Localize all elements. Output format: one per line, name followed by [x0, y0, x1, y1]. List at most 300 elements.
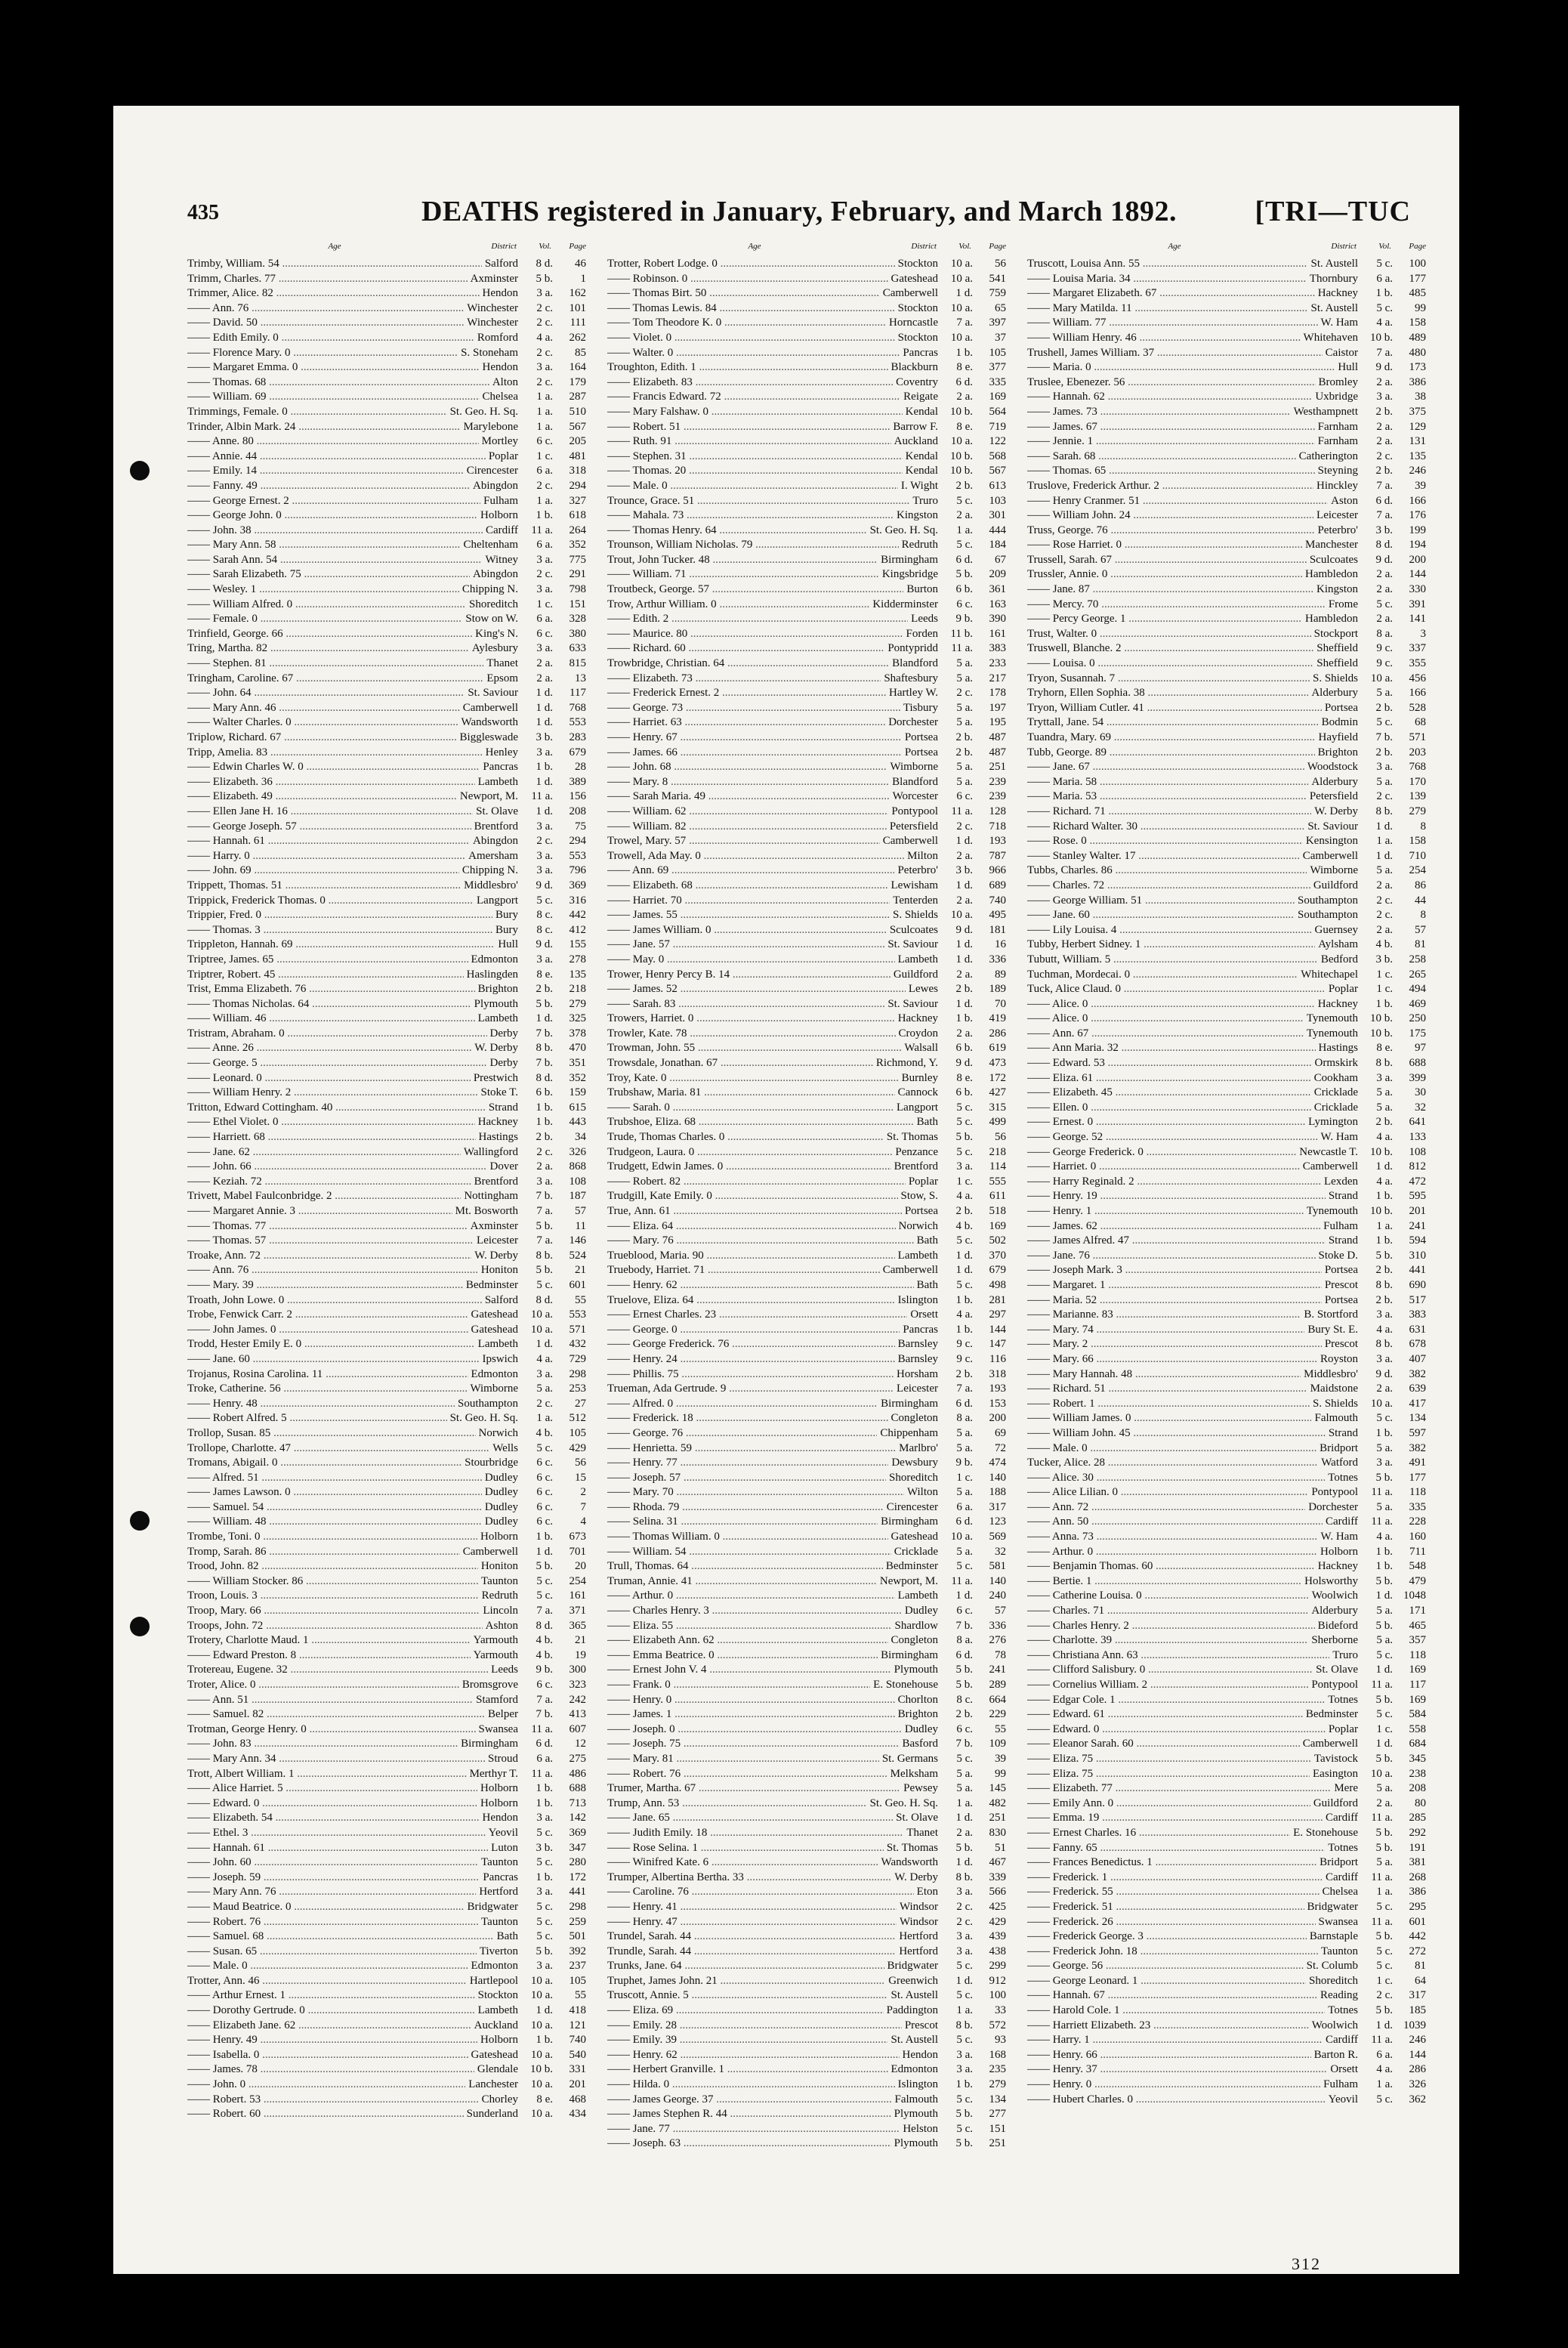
entry-page: 20 [575, 1560, 586, 1573]
entry-page: 382 [1409, 1441, 1426, 1454]
entry-page: 355 [1409, 657, 1426, 670]
register-entry [187, 1988, 586, 2004]
entry-volume: 10 a. [530, 1308, 553, 1321]
entry-volume: 3 a. [536, 642, 553, 655]
entry-name: —— Alfred. 0 ..... [607, 1397, 878, 1412]
entry-district: Woolwich [1309, 2019, 1358, 2034]
entry-name: —— Anne. 80 ..... [187, 434, 479, 450]
entry-volume: 11 a. [531, 790, 553, 803]
entry-name: —— Henry. 66 ..... [1027, 2048, 1311, 2063]
entry-page: 217 [989, 672, 1006, 684]
entry-district: Windsor [897, 1900, 938, 1915]
entry-page: 161 [989, 627, 1006, 640]
entry-district: Brighton [895, 1707, 938, 1722]
register-entry [607, 1515, 1006, 1530]
entry-district: Aylesbury [469, 641, 518, 657]
register-entry [187, 1027, 586, 1042]
entry-district: Maidstone [1307, 1382, 1358, 1397]
entry-district: Wilton [904, 1485, 938, 1500]
register-entry [1027, 2062, 1426, 2078]
entry-volume: 8 c. [536, 909, 553, 922]
entry-name: —— Mary. 70 ..... [607, 1485, 904, 1500]
entry-district: St. Thomas [884, 1130, 938, 1145]
page-title: DEATHS registered in January, February, and March 1892. [421, 196, 1178, 227]
register-entry [1027, 672, 1426, 687]
entry-district: Birmingham [458, 1737, 518, 1752]
entry-district: W. Derby [471, 1249, 518, 1264]
entry-volume: 5 b. [1375, 1619, 1393, 1632]
entry-district: Shardlow [892, 1619, 939, 1634]
register-entry [607, 1678, 1006, 1693]
register-entry [187, 834, 586, 849]
entry-district: Alderbury [1308, 686, 1358, 701]
entry-volume: 1 c. [1376, 1722, 1393, 1735]
register-entry [187, 1101, 586, 1116]
entry-volume: 5 c. [956, 1960, 973, 1973]
entry-name: —— Harriett. 68 ..... [187, 1130, 476, 1145]
entry-volume: 1 b. [1375, 1190, 1393, 1203]
entry-page: 317 [1409, 1989, 1426, 2002]
entry-page: 78 [995, 1648, 1006, 1661]
entry-volume: 5 c. [956, 2034, 973, 2047]
entry-page: 337 [1409, 642, 1426, 655]
entry-district: Hull [495, 938, 518, 953]
entry-page: 197 [989, 701, 1006, 714]
entry-volume: 5 c. [1376, 258, 1393, 270]
entry-page: 336 [989, 1619, 1006, 1632]
entry-volume: 1 b. [536, 761, 553, 774]
entry-page: 456 [1409, 672, 1426, 684]
entry-name: Trivett, Mabel Faulconbridge. 2 ..... [187, 1189, 461, 1204]
register-entry [607, 864, 1006, 879]
entry-district: Holborn [477, 1797, 518, 1812]
register-entry [607, 1722, 1006, 1738]
entry-volume: 11 a. [531, 524, 553, 536]
register-entry [607, 1086, 1006, 1101]
entry-volume: 6 d. [955, 375, 973, 388]
entry-district: Aylsham [1315, 938, 1358, 953]
register-entry [187, 641, 586, 657]
register-entry [607, 834, 1006, 849]
entry-district: Cardiff [483, 524, 518, 539]
entry-district: Pontypool [888, 805, 938, 820]
entry-volume: 3 a. [536, 953, 553, 965]
entry-page: 33 [995, 2004, 1006, 2017]
entry-volume: 5 c. [956, 1278, 973, 1291]
entry-name: —— Henry. 37 ..... [1027, 2062, 1327, 2078]
entry-page: 501 [569, 1930, 586, 1943]
register-entry [607, 257, 1006, 272]
register-entry [607, 1559, 1006, 1574]
entry-district: Cardiff [1323, 1871, 1358, 1886]
entry-page: 158 [1409, 835, 1426, 848]
entry-page: 279 [1409, 805, 1426, 817]
entry-name: —— Female. 0 ..... [187, 612, 462, 627]
register-entry [1027, 479, 1426, 494]
entry-volume: 8 b. [1375, 1278, 1393, 1291]
register-entry [607, 701, 1006, 716]
entry-volume: 7 b. [536, 1057, 553, 1070]
register-entry [1027, 953, 1426, 968]
entry-district: St. Geo. H. Sq. [447, 1411, 518, 1426]
entry-page: 498 [989, 1278, 1006, 1291]
entry-district: Cricklade [891, 1545, 938, 1560]
entry-name: —— Alice. 30 ..... [1027, 1471, 1325, 1486]
entry-district: Westhampnett [1291, 405, 1358, 420]
register-entry [1027, 789, 1426, 805]
entry-page: 482 [989, 1797, 1006, 1809]
register-entry [1027, 834, 1426, 849]
register-entry [1027, 1633, 1426, 1648]
register-entry [1027, 1900, 1426, 1915]
entry-district: Prestwich [471, 1071, 518, 1086]
register-entry [607, 1456, 1006, 1471]
entry-page: 868 [569, 1160, 586, 1173]
entry-district: Hayfield [1316, 731, 1358, 746]
entry-name: —— Maud Beatrice. 0 ..... [187, 1900, 465, 1915]
entry-name: —— Edith. 2 ..... [607, 612, 908, 627]
entry-name: Trimmer, Alice. 82 ..... [187, 286, 480, 301]
entry-volume: 3 b. [1375, 953, 1393, 965]
entry-volume: 3 a. [1376, 1308, 1393, 1321]
entry-volume: 5 c. [1376, 301, 1393, 314]
entry-name: —— Elizabeth. 49 ..... [187, 789, 457, 805]
entry-page: 597 [1409, 1426, 1426, 1439]
entry-district: Lambeth [475, 1012, 518, 1027]
entry-page: 103 [989, 494, 1006, 507]
entry-volume: 5 b. [955, 1679, 973, 1691]
entry-volume: 5 a. [1376, 864, 1393, 877]
entry-name: —— Harry. 0 ..... [187, 849, 465, 864]
entry-district: Leeds [908, 612, 938, 627]
entry-volume: 1 b. [1375, 1426, 1393, 1439]
entry-volume: 7 b. [536, 1708, 553, 1721]
entry-volume: 6 d. [955, 553, 973, 566]
entry-district: Plymouth [891, 2136, 938, 2152]
entry-volume: 8 d. [536, 1293, 553, 1306]
entry-name: Troake, Ann. 72 ..... [187, 1249, 471, 1264]
entry-page: 209 [989, 568, 1006, 581]
entry-name: Truscott, Annie. 5 ..... [607, 1988, 887, 2004]
entry-page: 27 [575, 1397, 586, 1410]
entry-page: 275 [569, 1752, 586, 1765]
register-entry [607, 1101, 1006, 1116]
register-entry [187, 1574, 586, 1590]
entry-page: 684 [1409, 1738, 1426, 1750]
entry-district: W. Derby [891, 1871, 938, 1886]
entry-volume: 2 a. [956, 509, 973, 522]
entry-page: 701 [569, 1545, 586, 1558]
entry-page: 294 [569, 479, 586, 492]
entry-district: Swansea [1316, 1915, 1359, 1930]
entry-name: —— Edward. 0 ..... [1027, 1722, 1326, 1738]
entry-district: Dudley [482, 1471, 518, 1486]
entry-volume: 6 c. [536, 1679, 553, 1691]
entry-district: St. Columb [1304, 1959, 1358, 1974]
entry-district: Sherborne [1308, 1633, 1358, 1648]
register-entry [1027, 701, 1426, 716]
entry-district: Ashton [483, 1619, 518, 1634]
register-entry [1027, 715, 1426, 731]
entry-volume: 5 c. [1376, 1648, 1393, 1661]
entry-name: —— Joseph. 57 ..... [607, 1471, 886, 1486]
entry-district: Portsea [902, 1204, 938, 1219]
entry-volume: 1 b. [536, 1871, 553, 1883]
entry-page: 399 [1409, 1071, 1426, 1084]
entry-volume: 7 a. [1376, 479, 1393, 492]
entry-district: Chipping N. [459, 864, 518, 879]
entry-page: 281 [989, 1293, 1006, 1306]
entry-district: St. Germans [879, 1752, 938, 1767]
entry-name: —— Eliza. 75 ..... [1027, 1767, 1310, 1782]
register-entry [187, 1885, 586, 1900]
entry-name: —— Eliza. 75 ..... [1027, 1752, 1311, 1767]
entry-page: 254 [1409, 864, 1426, 877]
entry-district: Frome [1326, 598, 1358, 613]
entry-page: 135 [1409, 450, 1426, 462]
register-entry [607, 1027, 1006, 1042]
entry-volume: 5 a. [1376, 1441, 1393, 1454]
entry-district: Uxbridge [1312, 390, 1358, 405]
entry-page: 118 [1409, 1648, 1426, 1661]
entry-volume: 3 a. [536, 746, 553, 758]
register-entry [1027, 1885, 1426, 1900]
entry-volume: 1 b. [536, 1531, 553, 1543]
entry-page: 38 [1415, 391, 1426, 403]
entry-page: 1048 [1403, 1590, 1426, 1602]
entry-page: 601 [569, 1278, 586, 1291]
entry-district: Prescot [1322, 1337, 1358, 1352]
entry-name: —— Ruth. 91 ..... [607, 434, 891, 450]
entry-name: —— George. 5 ..... [187, 1056, 487, 1071]
entry-district: Edmonton [468, 1959, 519, 1974]
entry-name: —— Frederick Ernest. 2 ..... [607, 686, 886, 701]
entry-page: 339 [989, 1871, 1006, 1883]
entry-district: Pontypridd [884, 641, 938, 657]
entry-page: 442 [569, 909, 586, 922]
entry-volume: 6 a. [536, 1752, 553, 1765]
entry-page: 768 [569, 701, 586, 714]
entry-name: —— Jane. 67 ..... [1027, 760, 1304, 775]
entry-page: 472 [1409, 1175, 1426, 1188]
register-entry [1027, 538, 1426, 553]
entry-district: Camberwell [1300, 1160, 1358, 1175]
entry-page: 55 [995, 1722, 1006, 1735]
register-entry [1027, 1589, 1426, 1604]
entry-volume: 2 c. [536, 317, 553, 329]
entry-volume: 6 c. [956, 1605, 973, 1617]
entry-name: —— Robert. 60 ..... [187, 2107, 464, 2122]
entry-district: Honiton [478, 1559, 518, 1574]
entry-district: Bath [914, 1115, 938, 1130]
entry-volume: 5 c. [536, 1826, 553, 1839]
entry-district: St. Austell [1307, 257, 1358, 272]
entry-name: —— William. 54 ..... [607, 1545, 891, 1560]
entry-district: Edmonton [468, 1367, 519, 1383]
entry-district: Fulham [1320, 2078, 1358, 2093]
entry-district: Redruth [479, 1589, 518, 1604]
register-entry [1027, 1041, 1426, 1056]
entry-page: 378 [569, 1027, 586, 1040]
entry-district: St. Olave [1313, 1663, 1358, 1678]
register-entry [607, 1411, 1006, 1426]
entry-district: Hartley W. [886, 686, 938, 701]
entry-name: —— Emily Ann. 0 ..... [1027, 1797, 1310, 1812]
entry-name: —— Emily. 28 ..... [607, 2019, 902, 2034]
entry-district: Luton [488, 1841, 518, 1856]
entry-page: 169 [1409, 1693, 1426, 1706]
entry-district: Pontypool [1308, 1678, 1358, 1693]
entry-name: —— Cornelius William. 2 ..... [1027, 1678, 1308, 1693]
entry-district: Derby [487, 1056, 519, 1071]
entry-district: Alderbury [1308, 775, 1358, 790]
entry-district: Leicester [1313, 508, 1358, 524]
entry-page: 133 [1409, 1131, 1426, 1144]
register-entry [1027, 286, 1426, 301]
register-entry [607, 1604, 1006, 1619]
register-entry [1027, 464, 1426, 479]
entry-volume: 6 c. [956, 1722, 973, 1735]
entry-district: W. Derby [1311, 805, 1358, 820]
entry-district: Strand [1326, 1189, 1358, 1204]
entry-page: 19 [575, 1648, 586, 1661]
register-entry [607, 1693, 1006, 1708]
register-entry [187, 1293, 586, 1308]
entry-name: —— George. 76 ..... [607, 1426, 877, 1441]
register-entry [607, 1219, 1006, 1234]
entry-name: —— Harriet. 70 ..... [607, 894, 890, 909]
entry-district: Farnham [1315, 420, 1358, 435]
entry-page: 318 [989, 1367, 1006, 1380]
entry-district: Lambeth [895, 1249, 938, 1264]
register-entry [607, 1841, 1006, 1856]
register-entry [1027, 1130, 1426, 1145]
entry-district: Mere [1331, 1781, 1358, 1797]
register-entry [607, 968, 1006, 983]
entry-volume: 2 a. [1376, 420, 1393, 433]
register-entry [1027, 1574, 1426, 1590]
entry-volume: 5 c. [536, 1590, 553, 1602]
entry-district: Congleton [888, 1411, 939, 1426]
entry-page: 664 [989, 1693, 1006, 1706]
register-entry [607, 1633, 1006, 1648]
entry-page: 21 [575, 1264, 586, 1277]
entry-district: Gateshead [468, 2048, 518, 2063]
entry-district: Pontypool [1308, 1485, 1358, 1500]
entry-name: —— Fanny. 49 ..... [187, 479, 470, 494]
register-entry [187, 997, 586, 1012]
register-entry [1027, 1175, 1426, 1190]
entry-page: 179 [569, 375, 586, 388]
entry-name: —— Joseph. 0 ..... [607, 1722, 902, 1738]
entry-page: 318 [569, 465, 586, 477]
register-entry [187, 1160, 586, 1175]
entry-name: Trippick, Frederick Thomas. 0 ..... [187, 894, 474, 909]
entry-volume: 5 b. [1375, 1249, 1393, 1262]
entry-page: 208 [569, 805, 586, 817]
entry-name: —— Mary. 8 ..... [607, 775, 889, 790]
entry-page: 121 [569, 2019, 586, 2031]
entry-name: —— Alfred. 51 ..... [187, 1471, 482, 1486]
entry-volume: 5 a. [1376, 1782, 1393, 1795]
register-entry [607, 1337, 1006, 1352]
entry-district: Chipping N. [459, 582, 518, 598]
entry-page: 386 [1409, 1886, 1426, 1898]
entry-page: 279 [569, 997, 586, 1010]
entry-volume: 7 a. [536, 1605, 553, 1617]
entry-name: —— Catherine Louisa. 0 ..... [1027, 1589, 1309, 1604]
entry-page: 335 [989, 375, 1006, 388]
entry-district: Tavistock [1311, 1752, 1358, 1767]
entry-page: 144 [1409, 2048, 1426, 2061]
register-entry [187, 982, 586, 997]
register-entry [1027, 1663, 1426, 1678]
entry-district: Bury [492, 908, 518, 923]
entry-volume: 8 b. [1375, 805, 1393, 817]
entry-name: —— Ellen. 0 ..... [1027, 1101, 1311, 1116]
entry-page: 427 [989, 1086, 1006, 1099]
entry-name: Triptree, James. 65 ..... [187, 953, 468, 968]
register-entry [187, 1781, 586, 1797]
register-entry [187, 420, 586, 435]
entry-district: Peterbro' [894, 864, 938, 879]
entry-volume: 5 c. [956, 1101, 973, 1114]
index-column-2 [607, 242, 1006, 2152]
entry-name: —— Bertie. 1 ..... [1027, 1574, 1301, 1590]
entry-name: —— Thomas. 77 ..... [187, 1219, 468, 1234]
entry-page: 775 [569, 553, 586, 566]
entry-volume: 3 a. [536, 820, 553, 833]
entry-name: —— Harriet. 63 ..... [607, 715, 885, 731]
entry-district: Merthyr T. [467, 1767, 518, 1782]
entry-district: Melksham [887, 1767, 938, 1782]
entry-district: Dewsbury [888, 1456, 938, 1471]
entry-district: Taunton [478, 1574, 518, 1590]
entry-volume: 4 a. [1376, 1131, 1393, 1144]
entry-name: —— Hilda. 0 ..... [607, 2078, 895, 2093]
entry-page: 187 [569, 1190, 586, 1203]
entry-volume: 6 a. [536, 613, 553, 626]
register-entry [1027, 1352, 1426, 1367]
entry-district: S. Shields [890, 908, 938, 923]
entry-district: Newport, M. [457, 789, 518, 805]
entry-volume: 8 b. [1375, 1057, 1393, 1070]
entry-page: 46 [575, 258, 586, 270]
entry-volume: 2 a. [956, 1027, 973, 1040]
entry-name: —— James. 67 ..... [1027, 420, 1315, 435]
entry-name: —— Violet. 0 ..... [607, 331, 895, 346]
entry-name: —— Harriet. 0 ..... [1027, 1160, 1300, 1175]
entry-volume: 1 b. [955, 346, 973, 359]
entry-page: 276 [989, 1634, 1006, 1647]
entry-name: Troke, Catherine. 56 ..... [187, 1382, 467, 1397]
entry-district: Hertford [896, 1945, 938, 1960]
entry-name: —— William. 71 ..... [607, 567, 879, 582]
entry-page: 815 [569, 657, 586, 670]
entry-name: Trist, Emma Elizabeth. 76 ..... [187, 982, 475, 997]
entry-district: Hendon [900, 2048, 939, 2063]
entry-volume: 8 a. [956, 1412, 973, 1425]
entry-page: 286 [1409, 2063, 1426, 2076]
entry-volume: 2 a. [1376, 435, 1393, 448]
entry-district: Dudley [482, 1500, 518, 1515]
entry-volume: 2 c. [536, 1145, 553, 1158]
entry-district: Mt. Bosworth [452, 1204, 518, 1219]
entry-district: Bedminster [1303, 1707, 1358, 1722]
entry-volume: 8 d. [536, 258, 553, 270]
entry-district: Kingston [1313, 582, 1358, 598]
register-entry [607, 760, 1006, 775]
